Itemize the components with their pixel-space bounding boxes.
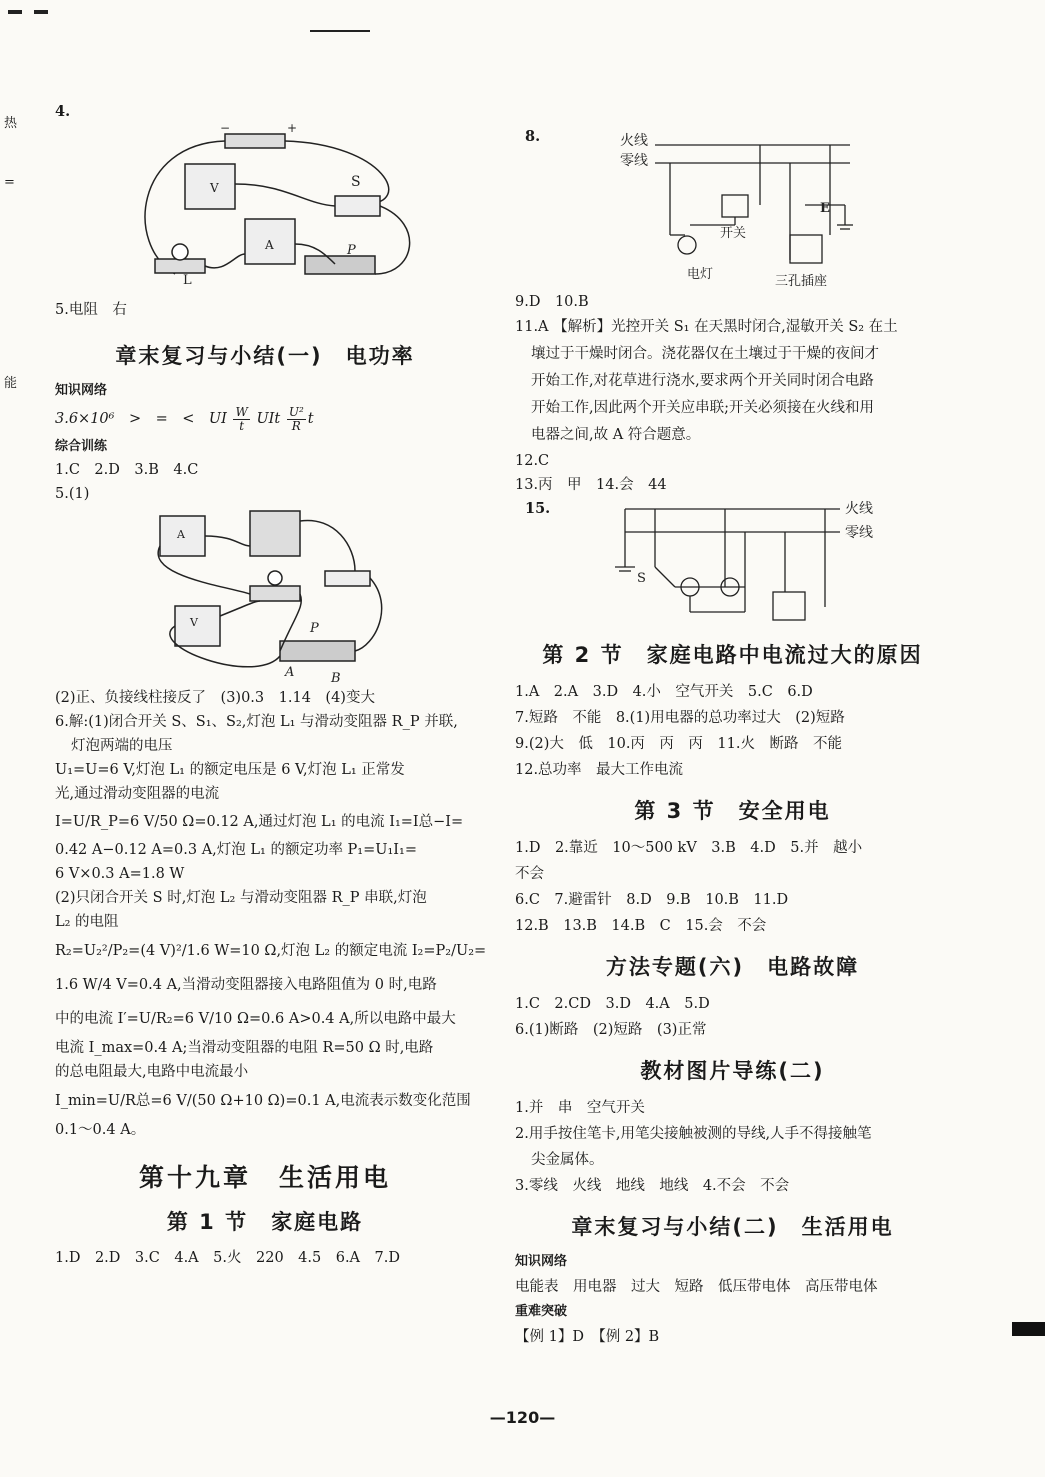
switch-label: 开关: [720, 226, 747, 241]
section-title: 章末复习与小结(二) 生活用电: [571, 1215, 894, 1239]
knowledge-line: 3.6×10⁶ > = < UI $\frac{W}{t}$ UIt $\frac{\text{U²}}{R}$ t: [55, 404, 314, 433]
lamp-label: L: [183, 273, 192, 284]
analysis-line: 壤过于干燥时闭合。浇花器仅在土壤过于干燥的夜间才: [531, 346, 879, 362]
solution-block: [55, 710, 487, 1142]
kn-text: 3.6×10⁶ > = < UI: [55, 411, 227, 427]
knowledge-line: 电能表 用电器 过大 短路 低压带电体 高压带电体: [515, 1279, 878, 1295]
circuit-figure-2: [55, 506, 475, 686]
earth-label: E: [820, 201, 830, 216]
answer-line: 6.(1)断路 (2)短路 (3)正常: [515, 1022, 707, 1038]
live-wire-label: 火线: [845, 501, 873, 517]
house-wiring-diagram: [515, 125, 950, 290]
answer-line: 1.C 2.CD 3.D 4.A 5.D: [515, 996, 710, 1012]
solution-line: U₁=U=6 V,灯泡 L₁ 的额定电压是 6 V,灯泡 L₁ 正常发: [55, 762, 405, 778]
left-column: [55, 100, 487, 1270]
scan-mark: [8, 10, 22, 14]
section-title: 第 3 节 安全用电: [634, 799, 831, 823]
scan-mark: [34, 10, 48, 14]
voltmeter-label: V: [190, 616, 198, 629]
answer-line: 1.C 2.D 3.B 4.C: [55, 462, 199, 478]
lamp-label: 电灯: [687, 267, 714, 282]
kn-text: UIt: [256, 411, 281, 427]
analysis-line: 11.A 【解析】光控开关 S₁ 在天黑时闭合,湿敏开关 S₂ 在土: [515, 319, 898, 335]
battery-minus: −: [220, 124, 231, 135]
circuit-diagram-2: [55, 506, 475, 686]
page-number: —120—: [489, 1408, 556, 1427]
question-label: 4.: [55, 103, 71, 120]
neutral-wire-label: 零线: [620, 153, 648, 169]
analysis-line: 电器之间,故 A 符合题意。: [531, 427, 701, 443]
solution-line: I_min=U/R总=6 V/(50 Ω+10 Ω)=0.1 A,电流表示数变化范围: [55, 1093, 471, 1109]
margin-text: 能: [4, 376, 18, 391]
edge-marker: [1012, 1322, 1045, 1336]
solution-line: 0.1～0.4 A。: [55, 1122, 146, 1138]
answer-line: 12.C: [515, 453, 550, 469]
rheostat-label: P: [347, 243, 356, 258]
wiring-figure-1: [515, 125, 950, 290]
section-title: 教材图片导练(二): [640, 1059, 825, 1083]
solution-line: 光,通过滑动变阻器的电流: [55, 786, 220, 802]
solution-line: 6.解:(1)闭合开关 S、S₁、S₂,灯泡 L₁ 与滑动变阻器 R_P 并联,: [55, 714, 458, 730]
ammeter-label: A: [177, 528, 185, 541]
subheading: 知识网络: [55, 383, 108, 398]
answer-line: 12.总功率 最大工作电流: [515, 762, 684, 778]
subheading: 重难突破: [515, 1304, 568, 1319]
subheading: 知识网络: [515, 1254, 568, 1269]
switch-label: S: [637, 571, 646, 586]
battery-plus: +: [287, 124, 298, 135]
answer-line: 3.零线 火线 地线 地线 4.不会 不会: [515, 1178, 790, 1194]
solution-line: 1.6 W/4 V=0.4 A,当滑动变阻器接入电路阻值为 0 时,电路: [55, 977, 437, 993]
ammeter-label: A: [265, 238, 274, 252]
margin-text: =: [4, 175, 15, 190]
section-title: 第 1 节 家庭电路: [166, 1210, 364, 1234]
fraction: $\frac{W}{t}$: [235, 404, 248, 433]
subheading: 综合训练: [55, 439, 108, 454]
answer-line: 9.D 10.B: [515, 294, 589, 310]
wiring-figure-2: [515, 497, 950, 627]
slider-label: P: [310, 621, 319, 636]
answer-line: 1.D 2.D 3.C 4.A 5.火 220 4.5 6.A 7.D: [55, 1250, 400, 1266]
analysis-line: 开始工作,对花草进行浇水,要求两个开关同时闭合电路: [531, 373, 874, 389]
answer-line: (2)正、负接线柱接反了 (3)0.3 1.14 (4)变大: [55, 690, 375, 706]
section-title: 第 2 节 家庭电路中电流过大的原因: [542, 643, 923, 667]
solution-line: 的总电阻最大,电路中电流最小: [55, 1064, 249, 1080]
terminal-label: B: [331, 671, 341, 686]
lamp-circuit-diagram: [515, 497, 950, 627]
solution-line: 电流 I_max=0.4 A;当滑动变阻器的电阻 R=50 Ω 时,电路: [55, 1040, 434, 1056]
socket-label: 三孔插座: [775, 274, 828, 289]
live-wire-label: 火线: [620, 133, 648, 149]
solution-line: 灯泡两端的电压: [71, 738, 173, 754]
question-label: 8.: [525, 128, 541, 145]
answer-line: 1.D 2.靠近 10～500 kV 3.B 4.D 5.并 越小: [515, 840, 863, 856]
answer-line: 13.丙 甲 14.会 44: [515, 477, 667, 493]
margin-text: 热: [4, 116, 18, 131]
solution-line: 0.42 A−0.12 A=0.3 A,灯泡 L₁ 的额定功率 P₁=U₁I₁=: [55, 842, 417, 858]
right-column: [515, 125, 950, 1351]
solution-line: R₂=U₂²/P₂=(4 V)²/1.6 W=10 Ω,灯泡 L₂ 的额定电流 I₂=P₂/U₂=: [55, 943, 487, 959]
voltmeter-label: V: [210, 181, 219, 195]
answer-line: 5.电阻 右: [55, 302, 127, 318]
analysis-line: 开始工作,因此两个开关应串联;开关必须接在火线和用: [531, 400, 874, 416]
solution-line: 中的电流 I′=U/R₂=6 V/10 Ω=0.6 A>0.4 A,所以电路中最大: [55, 1011, 456, 1027]
answer-line: 7.短路 不能 8.(1)用电器的总功率过大 (2)短路: [515, 710, 845, 726]
solution-line: I=U/R_P=6 V/50 Ω=0.12 A,通过灯泡 L₁ 的电流 I₁=I总−I=: [55, 814, 464, 830]
answer-line: 不会: [515, 866, 544, 882]
solution-line: 6 V×0.3 A=1.8 W: [55, 866, 185, 882]
circuit-figure-1: [55, 124, 475, 284]
answer-line: 6.C 7.避雷针 8.D 9.B 10.B 11.D: [515, 892, 789, 908]
question-label: 15.: [525, 500, 551, 517]
answer-line: 【例 1】D 【例 2】B: [515, 1329, 660, 1345]
answer-line: 尖金属体。: [531, 1152, 604, 1168]
answer-line: 5.(1): [55, 486, 90, 502]
answer-line: 12.B 13.B 14.B C 15.会 不会: [515, 918, 767, 934]
scan-mark: [310, 30, 370, 32]
section-title: 方法专题(六) 电路故障: [605, 955, 860, 979]
terminal-label: A: [285, 665, 295, 680]
answer-line: 9.(2)大 低 10.丙 丙 丙 11.火 断路 不能: [515, 736, 842, 752]
fraction: $\frac{\text{U²}}{R}$: [288, 404, 304, 433]
solution-line: L₂ 的电阻: [55, 914, 119, 930]
answer-line: 1.A 2.A 3.D 4.小 空气开关 5.C 6.D: [515, 684, 813, 700]
switch-label: S: [351, 174, 361, 190]
chapter-title: 第十九章 生活用电: [138, 1163, 391, 1192]
answer-line: 2.用手按住笔卡,用笔尖接触被测的导线,人手不得接触笔: [515, 1126, 872, 1142]
section-title: 章末复习与小结(一) 电功率: [115, 344, 415, 368]
solution-line: (2)只闭合开关 S 时,灯泡 L₂ 与滑动变阻器 R_P 串联,灯泡: [55, 890, 427, 906]
circuit-diagram-1: [55, 124, 475, 284]
neutral-wire-label: 零线: [845, 525, 873, 541]
answer-line: 1.并 串 空气开关: [515, 1100, 645, 1116]
